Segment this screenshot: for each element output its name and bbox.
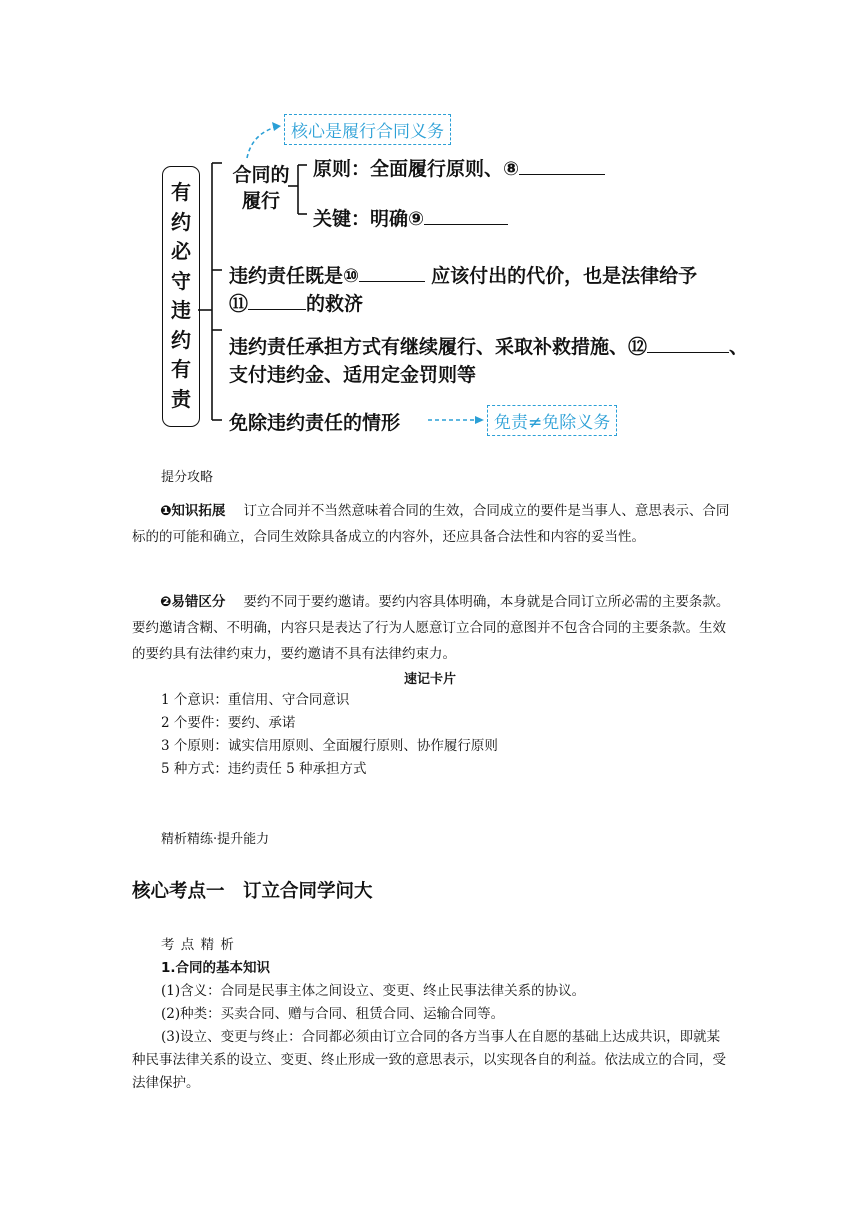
analysis-item-2: (2)种类：买卖合同、赠与合同、租赁合同、运输合同等。	[161, 1006, 505, 1022]
card-line: 3 个原则：诚实信用原则、全面履行原则、协作履行原则	[161, 738, 498, 754]
exemption-line	[229, 408, 400, 435]
methods-line2	[229, 360, 476, 387]
root-label-char: 守	[171, 268, 191, 293]
tips-item-1-tag: ❶知识拓展	[160, 503, 226, 519]
analysis-label: 考 点 精 析	[161, 937, 235, 953]
principle-line	[313, 154, 605, 181]
methods-text1: 违约责任承担方式有继续履行、采取补救措施、⑫	[229, 336, 648, 358]
liability-line2	[229, 289, 363, 316]
liability-text2b: 的救济	[306, 293, 364, 315]
liability-text1: 违约责任既是⑩	[229, 265, 360, 287]
tips-item-2-text: 要约不同于要约邀请。要约内容具体明确，本身就是合同订立所必需的主要条款。要约邀请含糊、不明确，内容只是表达了行为人愿意订立合同的意图并不包含合同的主要条款。生效的要约具有法律约束力，要约邀请不具有法律约束力。	[132, 594, 730, 662]
root-label-char: 约	[171, 327, 191, 352]
card-lines	[161, 689, 498, 781]
card-line: 2 个要件：要约、承诺	[161, 715, 296, 731]
practice-heading: 精析精练·提升能力	[161, 832, 270, 847]
liability-text2a: ⑪	[229, 293, 249, 315]
card-line: 5 种方式：违约责任 5 种承担方式	[161, 761, 367, 777]
blank-9	[424, 206, 508, 225]
branch1-line2: 履行	[241, 190, 280, 212]
tips-item-2-tag: ❷易错区分	[160, 594, 226, 610]
analysis-item-1: (1)含义：合同是民事主体之间设立、变更、终止民事法律关系的协议。	[161, 983, 586, 999]
methods-text2: 支付违约金、适用定金罚则等	[229, 364, 477, 386]
blank-10	[359, 263, 425, 282]
root-label-char: 必	[171, 239, 191, 263]
methods-text1-end: 、	[729, 336, 749, 358]
tips-item-1	[132, 498, 732, 550]
liability-text1b: 应该付出的代价，也是法律给予	[431, 265, 698, 287]
note-exemption	[487, 405, 617, 436]
exemption-text: 免除违约责任的情形	[229, 412, 401, 434]
tips-item-1-text: 订立合同并不当然意味着合同的生效，合同成立的要件是当事人、意思表示、合同标的的可能和确立，合同生效除具备成立的内容外，还应具备合法性和内容的妥当性。	[132, 503, 730, 545]
methods-line1	[229, 332, 748, 359]
blank-12	[647, 334, 729, 353]
note-core-performance	[284, 114, 451, 145]
branch1-line1: 合同的	[232, 164, 290, 186]
principle-text: 原则：全面履行原则、⑧	[313, 158, 520, 180]
note-core-text: 核心是履行合同义务	[291, 122, 444, 142]
root-label-char: 约	[171, 209, 191, 234]
core-point-title: 核心考点一 订立合同学问大	[132, 881, 373, 902]
note-exemption-text: 免责≠免除义务	[494, 413, 611, 433]
key-text: 关键：明确⑨	[313, 208, 425, 230]
liability-line1	[229, 261, 697, 288]
card-line: 1 个意识：重信用、守合同意识	[161, 692, 350, 708]
root-label-char: 有	[171, 357, 191, 381]
blank-11	[248, 291, 306, 310]
analysis-subheading: 1.合同的基本知识	[161, 960, 271, 976]
tips-heading: 提分攻略	[161, 470, 214, 485]
root-label-char: 违	[171, 298, 191, 322]
tips-item-2	[132, 589, 732, 667]
analysis-item-3: (3)设立、变更与终止：合同都必须由订立合同的各方当事人在自愿的基础上达成共识，即就某种民事法律关系的设立、变更、终止形成一致的意思表示，以实现各自的利益。依法成立的合同，受法律保护。	[132, 1029, 726, 1091]
root-label-char: 责	[171, 386, 191, 411]
card-title: 速记卡片	[403, 672, 456, 687]
blank-8	[519, 156, 605, 175]
key-line	[313, 204, 508, 231]
branch-contract-performance	[230, 162, 292, 214]
root-label-char: 有	[171, 180, 191, 204]
